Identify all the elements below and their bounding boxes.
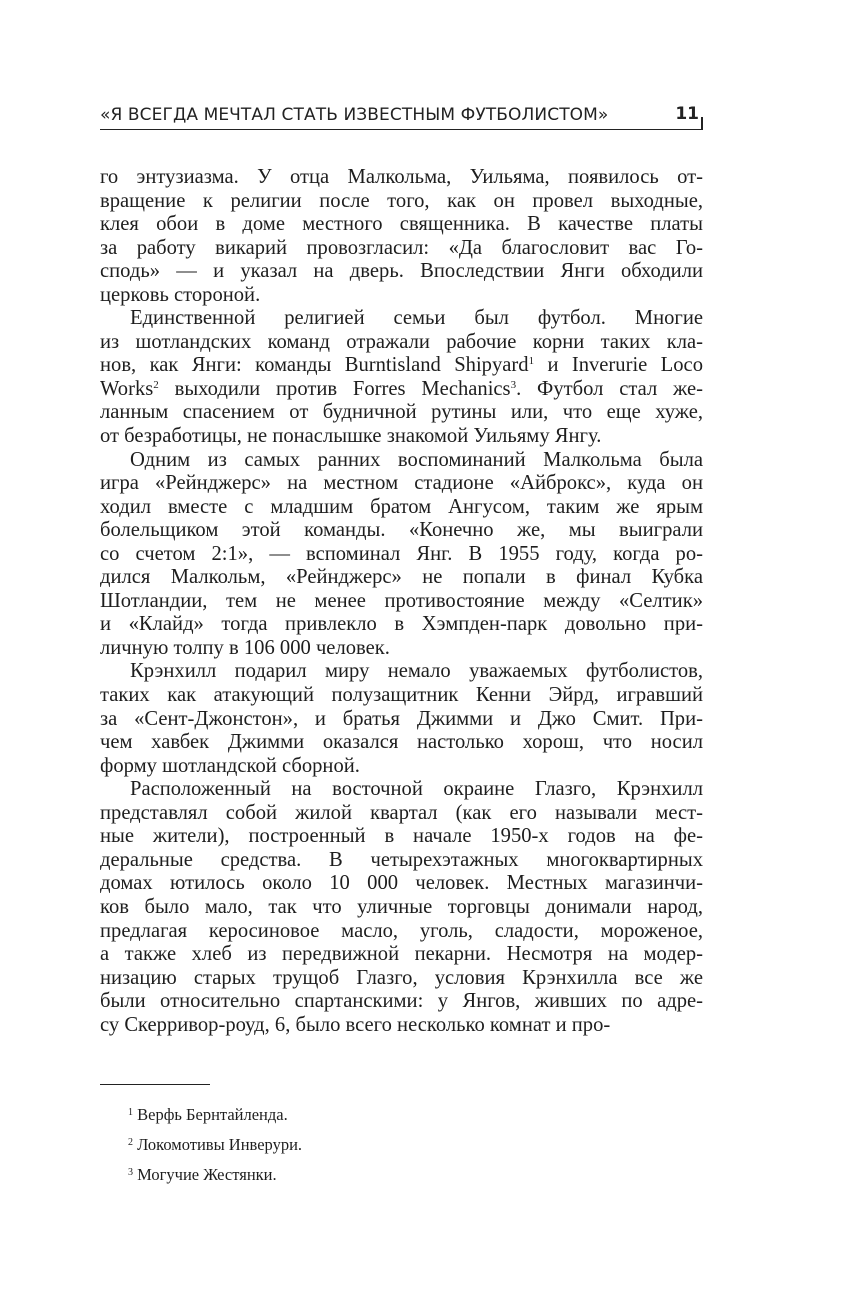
paragraph — [100, 660, 703, 778]
text-line: церковь стороной. — [100, 283, 261, 306]
text-line: представлял собой жилой квартал (как его называли мест- — [100, 801, 703, 824]
text-line: Шотландии, тем не менее противостояние между «Селтик» — [100, 589, 703, 612]
body-text — [100, 166, 703, 1037]
running-title: «Я ВСЕГДА МЕЧТАЛ СТАТЬ ИЗВЕСТНЫМ ФУТБОЛИСТОМ» — [100, 105, 609, 125]
footnote-mark: 2 — [128, 1137, 133, 1148]
footnote-text: Локомотивы Инверури. — [133, 1135, 303, 1154]
header-rule-tick — [701, 117, 703, 130]
text-line: из шотландских команд отражали рабочие корни таких кла- — [100, 330, 703, 353]
footnote — [128, 1104, 302, 1134]
text-line: чем хавбек Джимми оказался настолько хорош, что носил — [100, 731, 703, 754]
text-line: ланным спасением от будничной рутины или, что еще хуже, — [100, 401, 703, 424]
footnote-ref: 3 — [510, 378, 517, 391]
footnote-ref: 1 — [528, 355, 535, 368]
text-line: со счетом 2:1», — вспоминал Янг. В 1955 году, когда ро- — [100, 542, 703, 565]
footnote-text: Могучие Жестянки. — [133, 1165, 277, 1184]
text-line: а также хлеб из передвижной пекарни. Несмотря на модер- — [100, 943, 703, 966]
text-line: го энтузиазма. У отца Малкольма, Уильяма, появилось от- — [100, 166, 703, 188]
footnote-ref: 2 — [153, 378, 159, 391]
text-line: клея обои в доме местного священника. В качестве платы — [100, 213, 703, 236]
text-line: Works$^2$ выходили против Forres Mechanics$^3$. Футбол стал же- — [100, 377, 704, 400]
text-line: Единственной религией семьи был футбол. Многие — [130, 307, 703, 330]
text-line: ков было мало, так что уличные торговцы донимали народ, — [100, 895, 703, 918]
text-line: предлагая керосиновое масло, уголь, сладости, мороженое, — [100, 919, 703, 942]
text-line: дился Малкольм, «Рейнджерс» не попали в финал Кубка — [100, 566, 703, 589]
footnote-mark: 3 — [128, 1167, 133, 1178]
text-line: Расположенный на восточной окраине Глазго, Крэнхилл — [130, 778, 703, 801]
footnote-mark: 1 — [128, 1107, 133, 1118]
paragraph — [100, 166, 703, 307]
footnote-separator — [100, 1084, 210, 1085]
text-line: от безработицы, не понаслышке знакомой Уильяму Янгу. — [100, 425, 602, 448]
paragraph — [100, 449, 703, 661]
page-number: 11 — [675, 104, 699, 124]
text-line: домах ютилось около 10 000 человек. Местных магазинчи- — [100, 872, 703, 895]
text-line: были относительно спартанскими: у Янгов, живших по адре- — [100, 990, 703, 1013]
text-line: Крэнхилл подарил миру немало уважаемых футболистов, — [130, 660, 703, 683]
text-line: за «Сент-Джонстон», и братья Джимми и Джо Смит. При- — [100, 707, 703, 730]
text-line: личную толпу в 106 000 человек. — [100, 636, 390, 659]
footnotes — [128, 1104, 302, 1194]
text-line: форму шотландской сборной. — [100, 754, 360, 777]
text-line: таких как атакующий полузащитник Кенни Эйрд, игравший — [100, 684, 703, 707]
text-line: болельщиком этой команды. «Конечно же, мы выиграли — [100, 519, 703, 542]
footnote-text: Верфь Бернтайленда. — [133, 1105, 288, 1124]
text-line: су Скерривор-роуд, 6, было всего несколько комнат и про- — [100, 1013, 611, 1036]
footnote — [128, 1134, 302, 1164]
text-line: деральные средства. В четырехэтажных многоквартирных — [100, 848, 703, 871]
paragraph — [100, 307, 703, 448]
text-line: игра «Рейнджерс» на местном стадионе «Айброкс», куда он — [100, 472, 703, 495]
text-line: низацию старых трущоб Глазго, условия Крэнхилла все же — [100, 966, 703, 989]
paragraph — [100, 778, 703, 1037]
footnote — [128, 1164, 302, 1194]
text-line: вращение к религии после того, как он провел выходные, — [100, 189, 703, 212]
text-line: нов, как Янги: команды Burntisland Shipyard$^1$ и Inverurie Loco — [100, 354, 703, 377]
text-line: и «Клайд» тогда привлекло в Хэмпден-парк довольно при- — [100, 613, 703, 636]
text-line: за работу викарий провозгласил: «Да благословит вас Го- — [100, 236, 703, 259]
running-header — [100, 103, 703, 130]
text-line: ные жители), построенный в начале 1950-х годов на фе- — [100, 825, 703, 848]
text-line: Одним из самых ранних воспоминаний Малкольма была — [130, 448, 703, 471]
text-line: ходил вместе с младшим братом Ангусом, таким же ярым — [100, 495, 703, 518]
text-line: сподь» — и указал на дверь. Впоследствии Янги обходили — [100, 260, 703, 283]
